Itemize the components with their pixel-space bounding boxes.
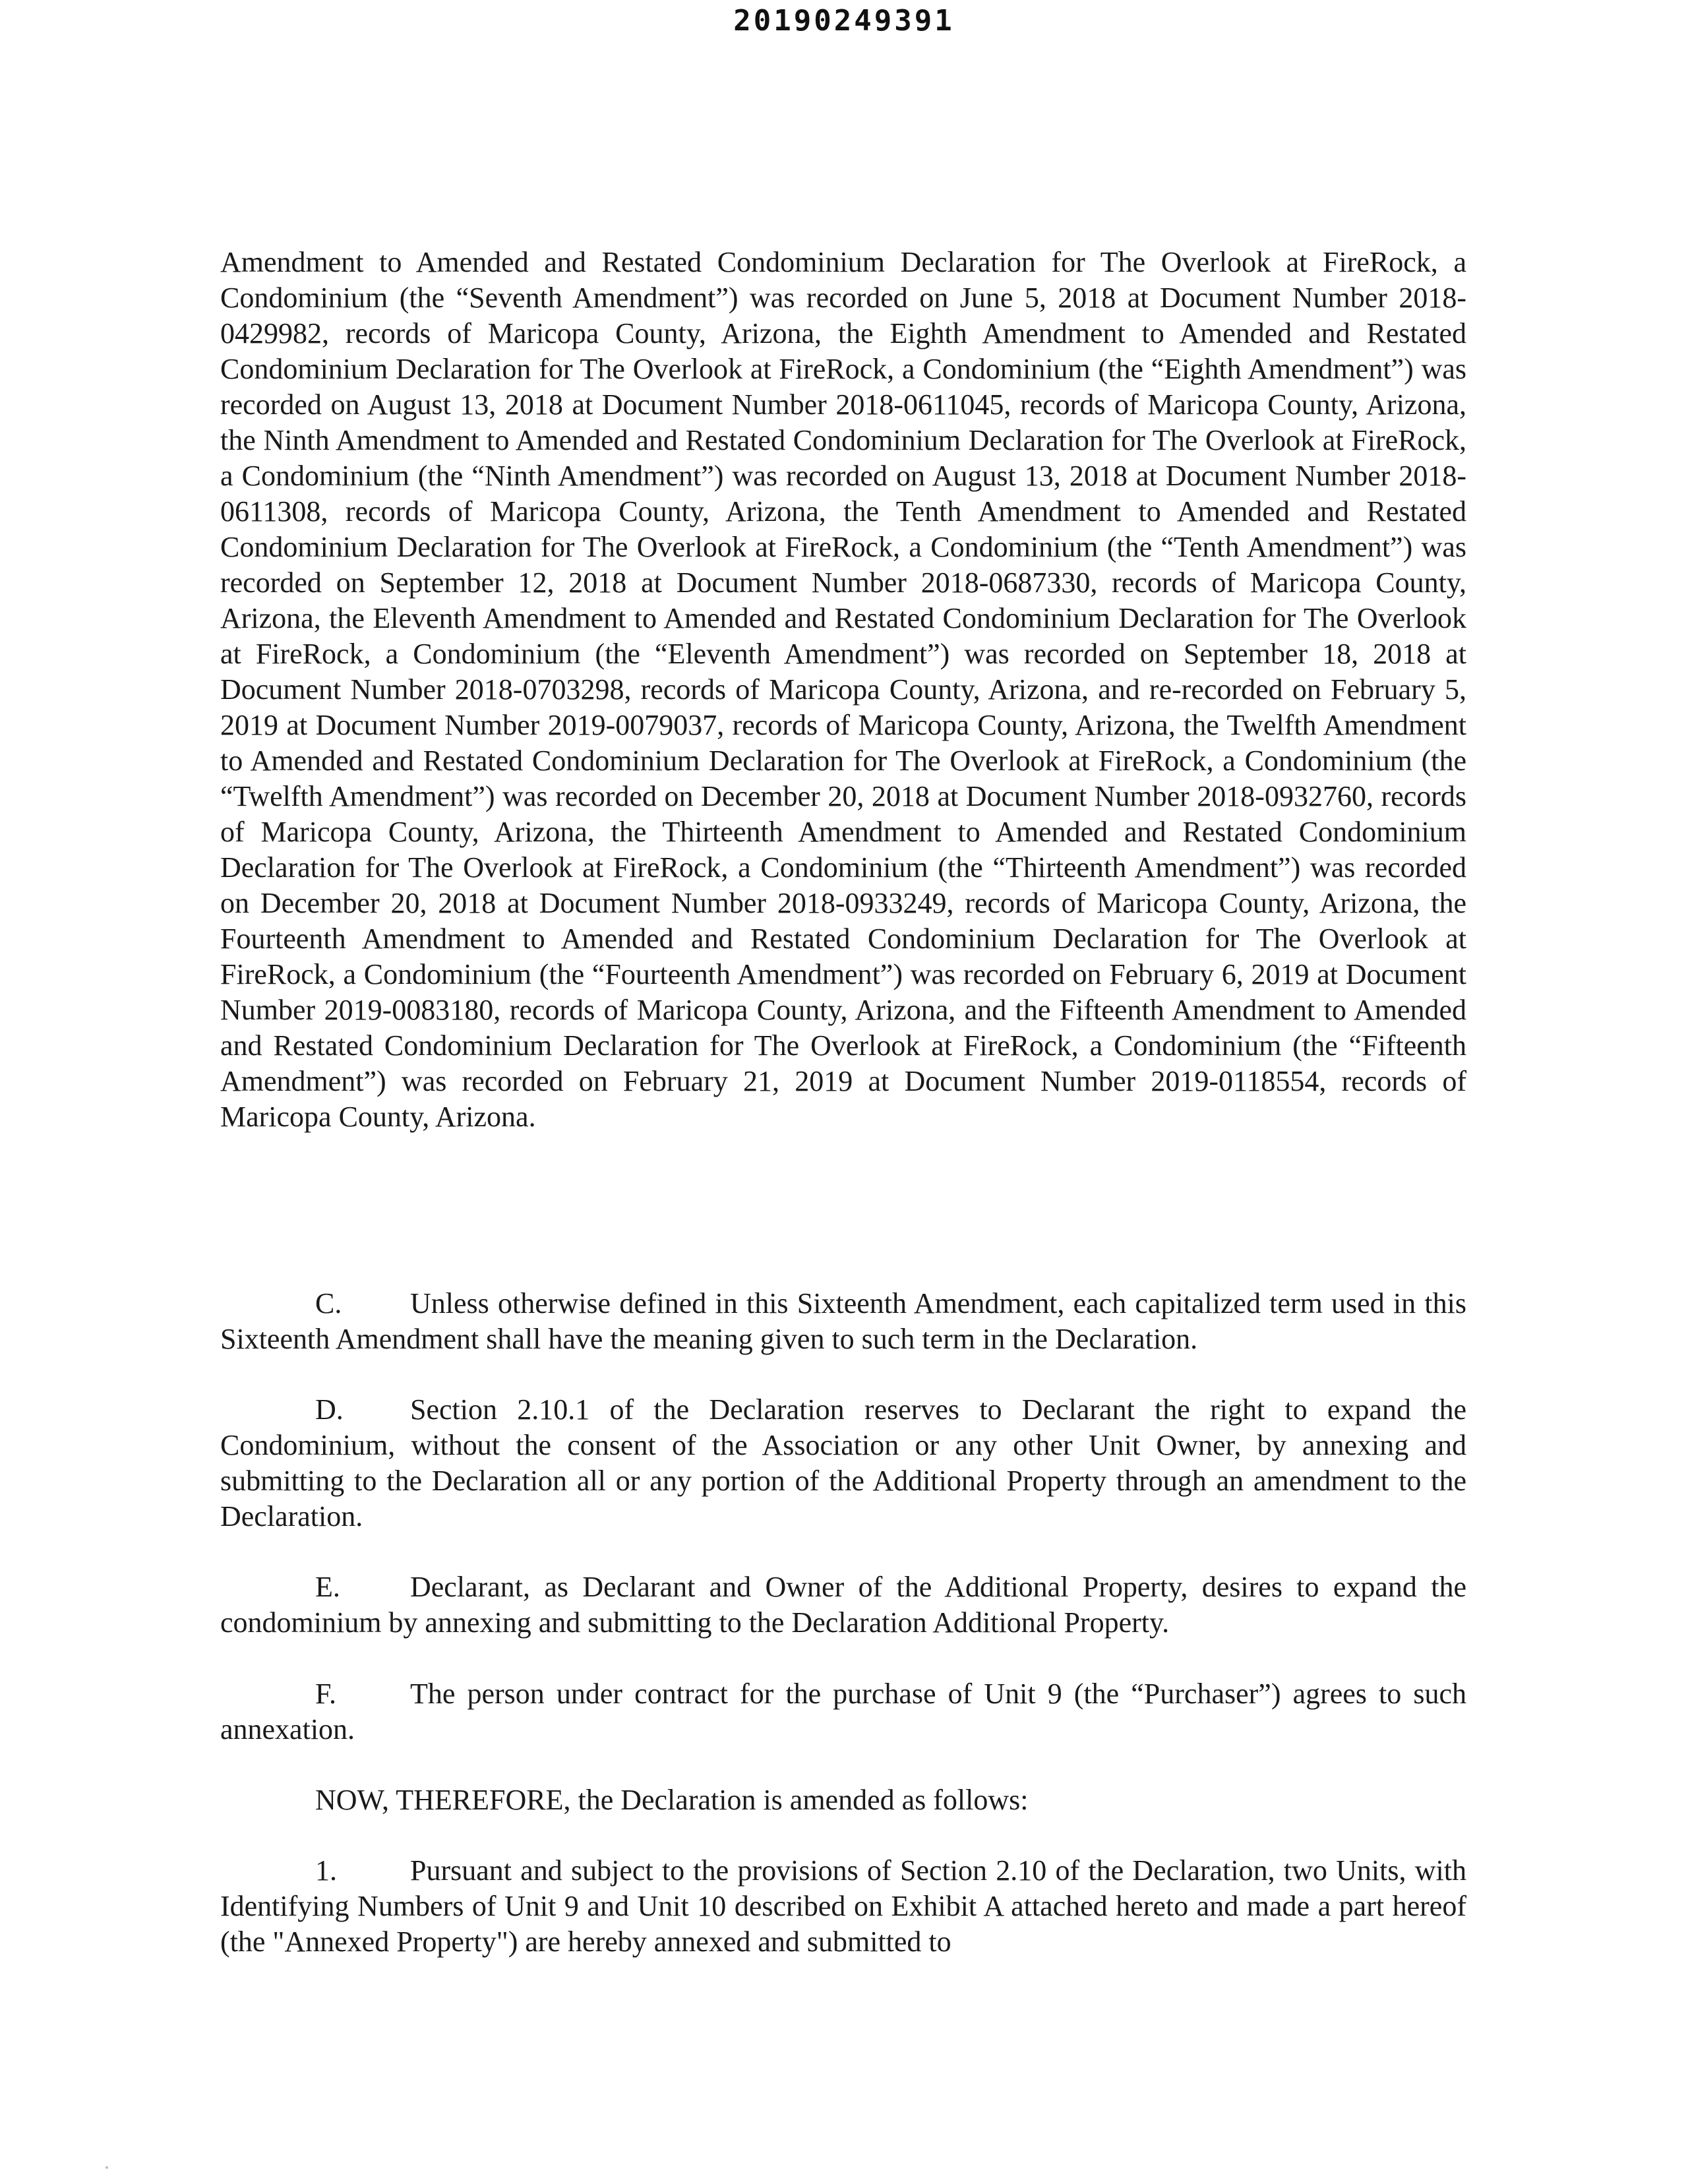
recording-number: 20190249391: [733, 4, 955, 38]
recital-marker: D.: [315, 1393, 344, 1426]
recital-e: [220, 1569, 1466, 1641]
recital-marker: C.: [315, 1287, 342, 1320]
now-therefore-clause: [220, 1782, 1466, 1818]
section-marker: 1.: [315, 1854, 337, 1887]
recital-f: [220, 1676, 1466, 1747]
recital-text: Unless otherwise defined in this Sixteenth Amendment, each capitalized term used in this Sixteenth Amendment shall have the meaning given to such term in the Declaration.: [220, 1287, 1466, 1355]
section-text: Pursuant and subject to the provisions of Section 2.10 of the Declaration, two Units, with Identifying Numbers of Unit 9 and Unit 10 described on Exhibit A attached hereto and made a part hereof (the "Annexed Property") are hereby annexed and submitted to: [220, 1854, 1466, 1958]
recital-c: [220, 1286, 1466, 1357]
scan-speck: [106, 2166, 108, 2169]
intro-paragraph: Amendment to Amended and Restated Condominium Declaration for The Overlook at FireRock, a Condominium (the “Seventh Amendment”) was recorded on June 5, 2018 at Document Number 2018-0429982, records of Maricopa County, Arizona, the Eighth Amendment to Amended and Restated Condominium Declaration for The Overlook at FireRock, a Condominium (the “Eighth Amendment”) was recorded on August 13, 2018 at Document Number 2018-0611045, records of Maricopa County, Arizona, the Ninth Amendment to Amended and Restated Condominium Declaration for The Overlook at FireRock, a Condominium (the “Ninth Amendment”) was recorded on August 13, 2018 at Document Number 2018-0611308, records of Maricopa County, Arizona, the Tenth Amendment to Amended and Restated Condominium Declaration for The Overlook at FireRock, a Condominium (the “Tenth Amendment”) was recorded on September 12, 2018 at Document Number 2018-0687330, records of Maricopa County, Arizona, the Eleventh Amendment to Amended and Restated Condominium Declaration for The Overlook at FireRock, a Condominium (the “Eleventh Amendment”) was recorded on September 18, 2018 at Document Number 2018-0703298, records of Maricopa County, Arizona, and re-recorded on February 5, 2019 at Document Number 2019-0079037, records of Maricopa County, Arizona, the Twelfth Amendment to Amended and Restated Condominium Declaration for The Overlook at FireRock, a Condominium (the “Twelfth Amendment”) was recorded on December 20, 2018 at Document Number 2018-0932760, records of Maricopa County, Arizona, the Thirteenth Amendment to Amended and Restated Condominium Declaration for The Overlook at FireRock, a Condominium (the “Thirteenth Amendment”) was recorded on December 20, 2018 at Document Number 2018-0933249, records of Maricopa County, Arizona, the Fourteenth Amendment to Amended and Restated Condominium Declaration for The Overlook at FireRock, a Condominium (the “Fourteenth Amendment”) was recorded on February 6, 2019 at Document Number 2019-0083180, records of Maricopa County, Arizona, and the Fifteenth Amendment to Amended and Restated Condominium Declaration for The Overlook at FireRock, a Condominium (the “Fifteenth Amendment”) was recorded on February 21, 2019 at Document Number 2019-0118554, records of Maricopa County, Arizona.: [220, 246, 1466, 1133]
recital-text: The person under contract for the purchase of Unit 9 (the “Purchaser”) agrees to such annexation.: [220, 1678, 1466, 1745]
recital-text: Declarant, as Declarant and Owner of the Additional Property, desires to expand the condominium by annexing and submitting to the Declaration Additional Property.: [220, 1571, 1466, 1639]
recital-marker: F.: [315, 1678, 336, 1710]
recital-d: [220, 1392, 1466, 1534]
recital-marker: E.: [315, 1571, 340, 1603]
recital-text: Section 2.10.1 of the Declaration reserves to Declarant the right to expand the Condominium, without the consent of the Association or any other Unit Owner, by annexing and submitting to the Declaration all or any portion of the Additional Property through an amendment to the Declaration.: [220, 1393, 1466, 1532]
section-1: [220, 1853, 1466, 1960]
now-therefore-text: NOW, THEREFORE, the Declaration is amended as follows:: [315, 1784, 1029, 1816]
